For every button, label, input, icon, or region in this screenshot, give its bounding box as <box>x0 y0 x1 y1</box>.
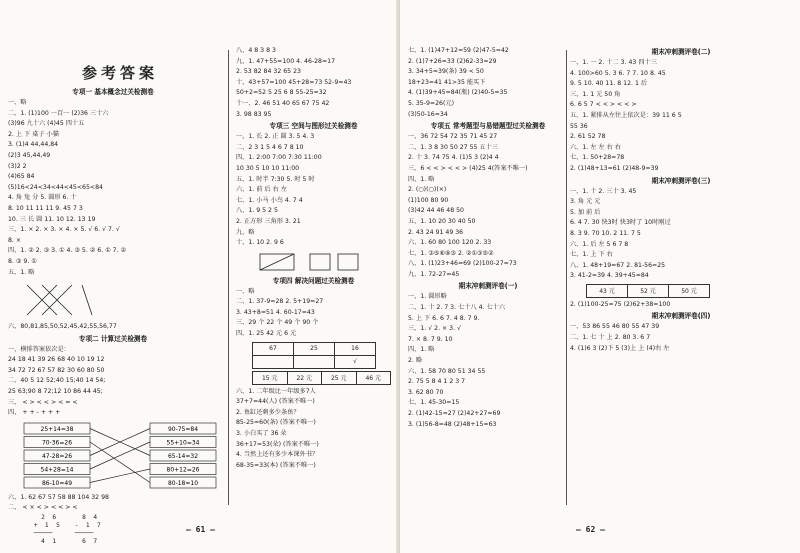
table-cell: 50 元 <box>669 284 710 297</box>
answer-line: 一、略 <box>8 99 27 106</box>
match-label: 90-75=84 <box>167 425 199 433</box>
table-cell: 22 元 <box>287 371 322 384</box>
answer-line: 三、6 < < > < < > (4)25 4(答案不唯一) <box>408 164 528 172</box>
match-label: 47-28=26 <box>41 452 73 460</box>
answer-line: 一、1. 十 2. 三十 3. 45 <box>570 187 637 195</box>
answer-line: 六、80,81,85,50,52,45,42,55,56,77 <box>8 323 117 331</box>
answer-line: 2. 43 24 91 49 36 <box>408 228 464 236</box>
answer-table-2 <box>252 371 391 385</box>
answer-line: (5)16<24<34<44<45<65<84 <box>8 183 103 191</box>
section-heading: 专项三 空间与图形过关检测卷 <box>269 122 358 131</box>
answer-line: 一、横排答案依次是： <box>8 345 70 353</box>
answer-line: 5. 加 前 后 <box>570 208 601 216</box>
answer-line: 六、1. 62 67 57 58 88 104 32 98 <box>8 493 109 501</box>
answer-line: 4. (1)6 3 (2)下 5 (3)上 上 (4)右 左 <box>570 344 670 352</box>
answer-line: 2. 61 52 78 <box>570 133 606 141</box>
answer-line: 3. 43+8=51 4. 60-17=43 <box>236 308 315 316</box>
answer-line: 9. 5 10. 40 11. 8 12. 1 后 <box>570 80 648 88</box>
answer-line: 二、1. 3 8 30 50 27 55 五十三 <box>408 143 498 151</box>
section-heading: 专项四 解决问题过关检测卷 <box>272 276 355 285</box>
answer-line: 九、1. 72-27=45 <box>408 270 460 278</box>
match-label: 86-10=49 <box>41 479 73 487</box>
answer-line: 8. 3 9. 70 10. 2 11. 7 5 <box>570 229 641 237</box>
column-1 <box>8 86 218 546</box>
answer-line: 3. 34+5=39(条) 39 < 50 <box>408 68 484 76</box>
answer-line: 七、1. 50+28=78 <box>570 154 625 162</box>
vertical-calc: 2 6 8 4 + 1 5 - 1 7 ───── ───── 4 1 6 7 <box>33 514 101 546</box>
answer-line: 十一、2. 46 51 40 65 67 75 42 <box>236 99 330 107</box>
answer-line: 55 36 <box>570 122 588 130</box>
column-divider <box>228 50 229 505</box>
answer-line: 2. 正方形 三角形 3. 21 <box>236 217 301 225</box>
table-cell: 25 元 <box>322 371 357 384</box>
answer-line: 2. 上 下 桌子 小猫 <box>8 130 59 138</box>
answer-line: 七、1. ③⑤⑥⑧③ 2. ②①③⑤② <box>408 249 494 257</box>
answer-line: 十、1. 10 2. 9 6 <box>236 239 284 247</box>
answer-line: 五、1. 时半 7:30 5. 时 5 时 <box>236 175 315 183</box>
answer-line: 三、1. × 2. × 3. × 4. × 5. √ 6. √ 7. √ <box>8 226 120 234</box>
answer-line: 八、1. 48+19=67 2. 81-56=25 <box>570 261 666 269</box>
section-heading: 专项一 基本概念过关检测卷 <box>72 88 154 96</box>
answer-line: 六、1. 58 70 80 51 34 55 <box>408 367 486 375</box>
answer-line: 七、1. 上 下 右 <box>570 251 613 259</box>
answer-line: 二、1. 十 2. 7 3. 七十八 4. 七十六 <box>408 304 506 312</box>
answer-line: 3. (1)4 44,44,84 <box>8 141 59 149</box>
column-4 <box>570 46 792 354</box>
column-divider <box>566 50 567 505</box>
answer-line: 2. 75 5 8 4 1 2 3 7 <box>408 378 466 386</box>
answer-line: 50+2=52 5 25 6 8 55-25=32 <box>236 89 327 97</box>
answer-line: 2. 十 3. 74 75 4. (1)5 3 (2)4 4 <box>408 154 499 162</box>
answer-line: 六、1. 60 80 100 120 2. 33 <box>408 239 492 247</box>
matching-figure <box>22 280 218 320</box>
answer-line: 34 72 72 67 57 82 30 60 80 50 <box>8 366 105 374</box>
answer-line: 八、1. (1)23+46=69 (2)100-27=73 <box>408 260 517 268</box>
answer-line: 7. × 8. 7 9. 10 <box>408 335 453 343</box>
answer-line: 3. 角 元 元 <box>570 198 601 206</box>
match-label: 80+12=26 <box>166 466 200 474</box>
calculation-matching-figure <box>22 421 218 491</box>
column-3 <box>408 46 568 430</box>
answer-line: 四、1. 略 <box>408 346 435 354</box>
answer-line: 一、略 <box>236 287 255 295</box>
answer-line: 六、1. 前 后 右 左 <box>236 186 287 194</box>
answer-line: 6. 6 5 7 < < > < < > <box>570 101 637 109</box>
answer-line: 八、4 8 3 8 3 <box>236 47 276 54</box>
section-heading: 期末冲刺测评卷(四) <box>651 312 711 321</box>
match-label: 25+14=38 <box>40 425 74 433</box>
answer-line: 五、1. 紧排从左往上依次是：39 11 6 5 <box>570 111 682 119</box>
right-page <box>400 0 800 553</box>
answer-line: 六、1. 二年级比一年级多7人 <box>236 387 316 395</box>
section-heading: 专项二 计算过关检测卷 <box>78 334 148 343</box>
answer-line: 4. (1)39+45=84(瓶) (2)40-5=35 <box>408 89 508 97</box>
table-cell: 43 元 <box>587 284 628 297</box>
answer-line: (3)42 44 46 48 50 <box>408 207 464 215</box>
answer-line: 三、29 个 22 个 49 个 90 个 <box>236 319 319 327</box>
match-label: 80-18=10 <box>167 479 199 487</box>
answer-line: 85-25=60(条) (答案不唯一) <box>236 419 316 427</box>
match-line <box>90 469 150 483</box>
table-cell: 67 <box>253 342 294 355</box>
answer-line: 10 30 5 10 10 11:00 <box>236 164 300 172</box>
answer-line: 36+17=53(朵) (答案不唯一) <box>236 440 319 448</box>
answer-line: 二、1. 37-9=28 2. 5+19=27 <box>236 298 324 306</box>
answer-line: 二、2 3 1 5 4 6 7 8 10 <box>236 143 304 151</box>
answer-line: 37+7=44(人) (答案不唯一) <box>236 398 315 406</box>
answer-line: 九、略 <box>236 228 255 236</box>
answer-line: 五、1. 10 20 30 40 50 <box>408 217 476 225</box>
answer-line: (3)96 九十六 (4)45 四十五 <box>8 120 85 128</box>
table-cell: 16 <box>335 342 376 355</box>
page-number-left: — 61 — <box>186 525 215 534</box>
answer-line: 四、1. 略 <box>408 175 435 183</box>
answer-table-3 <box>586 284 710 298</box>
table-cell: 25 <box>294 342 335 355</box>
answer-line: 4. 100>60 5. 3 6. 7 7. 10 8. 45 <box>570 69 666 77</box>
answer-line: 5. 35-9=26(元) <box>408 99 454 107</box>
match-label: 55+10=34 <box>166 439 200 447</box>
answer-line: 2. 53 82 84 32 65 23 <box>236 68 301 76</box>
answer-line: (3)2 2 <box>8 162 27 170</box>
answer-line: 25 63;90 8 72;12 10 86 44 45; <box>8 388 103 396</box>
answer-line: 二、1. (1)100 一百一 (2)36 三十六 <box>8 109 109 117</box>
answer-line: 3. 62 80 70 <box>408 388 444 396</box>
answer-line: 2. (1)42-15=27 (2)42+27=69 <box>408 410 501 417</box>
page-title: 参考答案 <box>81 64 158 82</box>
answer-line: 一、53 86 55 46 80 55 47 39 <box>570 323 660 331</box>
answer-line: 6. 4 7. 30 快3时 快3时了 10时刚过 <box>570 219 671 227</box>
answer-line: 10. 三 长 圆 11. 10 12. 13 19 <box>8 215 96 223</box>
answer-line: 3. 小白买了 36 朵 <box>236 430 287 438</box>
answer-line: 3. (1)56-8=48 (2)48+15=63 <box>408 420 497 428</box>
answer-line: 2. 略 <box>408 357 423 365</box>
answer-line: 8. ③ 9. ① <box>8 257 37 265</box>
answer-line: 五、1. 略 <box>8 268 35 276</box>
answer-line: 四、1. ② 2. ③ 3. ① 4. ③ 5. ② 6. ① 7. ② <box>8 247 127 255</box>
answer-line: 四、 + + - + + + <box>8 409 61 417</box>
answer-line: 二、1. 七 十 上 2. 80 3. 6 7 <box>570 334 651 342</box>
answer-line: 二、 < × < > < < > < <box>8 504 78 512</box>
shape-figure <box>250 251 391 273</box>
section-heading: 期末冲刺测评卷(二) <box>651 48 711 56</box>
answer-line: 三、 < > < < > < = < <box>8 398 78 406</box>
answer-line: 一、1. 一 2. 十二 3. 43 四十三 <box>570 59 657 66</box>
column-2 <box>236 46 391 471</box>
answer-table-1 <box>252 342 376 369</box>
match-line <box>90 442 150 483</box>
answer-line: 18+23=41 41>35 能买下 <box>408 78 486 86</box>
answer-line: 2. (1)7+26=33 (2)62-33=29 <box>408 57 497 65</box>
answer-line: 四、1. 25 42 元 6 元 <box>236 330 297 338</box>
answer-line: 3. 98 83 95 <box>236 110 272 118</box>
answer-line: (4)65 84 <box>8 173 35 181</box>
table-cell <box>253 355 294 368</box>
answer-line: (1)100 80 90 <box>408 196 449 204</box>
answer-line: 六、1. 左 左 右 右 <box>570 143 621 151</box>
answer-line: 四、1. 2:00 7:00 7:30 11:00 <box>236 154 322 162</box>
answer-line: 三、1. √ 2. × 3. √ <box>408 325 461 333</box>
answer-line: (3)50-16=34 <box>408 110 448 118</box>
answer-line: 2. (1)100-25=75 (2)62+38=100 <box>570 300 671 308</box>
answer-line: 七、1. 小马 小鸟 4. 7 4 <box>236 196 303 204</box>
answer-line: 七、1. 45-30=15 <box>408 399 460 407</box>
match-label: 54+28=14 <box>40 466 74 474</box>
answer-line: 二、40 5 12 52;40 15;40 14 54; <box>8 377 106 385</box>
table-cell: 52 元 <box>628 284 669 297</box>
section-heading: 期末冲刺测评卷(一) <box>458 282 518 291</box>
table-cell <box>294 355 335 368</box>
section-heading: 期末冲刺测评卷(三) <box>651 176 711 185</box>
answer-line: (2)3 45,44,49 <box>8 151 51 159</box>
answer-line: 一、36 72 54 72 35 71 45 27 <box>408 133 498 141</box>
answer-line: 8. × <box>8 236 22 244</box>
answer-line: 2. (1)48+13=61 (2)48-9=39 <box>570 164 659 172</box>
answer-line: 八、1. 9 5 2 5 <box>236 207 278 215</box>
page-number-right: — 62 — <box>576 525 605 534</box>
answer-line: 七、1. (1)47+12=59 (2)47-5=42 <box>408 47 509 54</box>
answer-line: 一、1. 圆形略 <box>408 293 447 301</box>
table-cell: 46 元 <box>356 371 391 384</box>
answer-line: 4. 角 兔 分 5. 圆形 6. 十 <box>8 194 77 202</box>
section-heading: 专项五 常考题型与易错题型过关检测卷 <box>430 122 546 131</box>
answer-line: 3. 41-2=39 4. 39+45=84 <box>570 272 649 280</box>
answer-line: 六、1. 后 左 5 6 7 8 <box>570 240 629 248</box>
match-label: 65-14=32 <box>167 452 199 460</box>
answer-line: 三、1. 1 元 50 角 <box>570 90 621 98</box>
answer-line: 十、43+57=100 45+28=73 52-9=43 <box>236 78 352 86</box>
answer-line: 一、1. 长 2. 正 圆 3. 5 4. 3 <box>236 133 315 141</box>
answer-line: 5. 上 下 6. 6 7. 4 8. 7 9. <box>408 314 480 322</box>
answer-line: 2. (○)(○)(×) <box>408 186 447 194</box>
match-line <box>90 442 150 469</box>
table-cell: √ <box>335 355 376 368</box>
table-cell: 15 元 <box>253 371 288 384</box>
answer-line: 4. 当然上还有多少本课外书？ <box>236 451 319 459</box>
answer-line: 2. 鱼缸还剩多少条鱼？ <box>236 408 300 416</box>
left-page <box>0 0 398 553</box>
answer-line: 24 18 41 39 26 68 40 10 19 12 <box>8 356 105 364</box>
answer-line: 68-35=33(本) (答案不唯一) <box>236 461 316 469</box>
answer-line: 九、1. 47+55=100 4. 46-28=17 <box>236 57 336 65</box>
match-label: 70-36=26 <box>41 439 73 447</box>
answer-line: 8. 10 11 11 11 9. 45 7 3 <box>8 204 83 212</box>
